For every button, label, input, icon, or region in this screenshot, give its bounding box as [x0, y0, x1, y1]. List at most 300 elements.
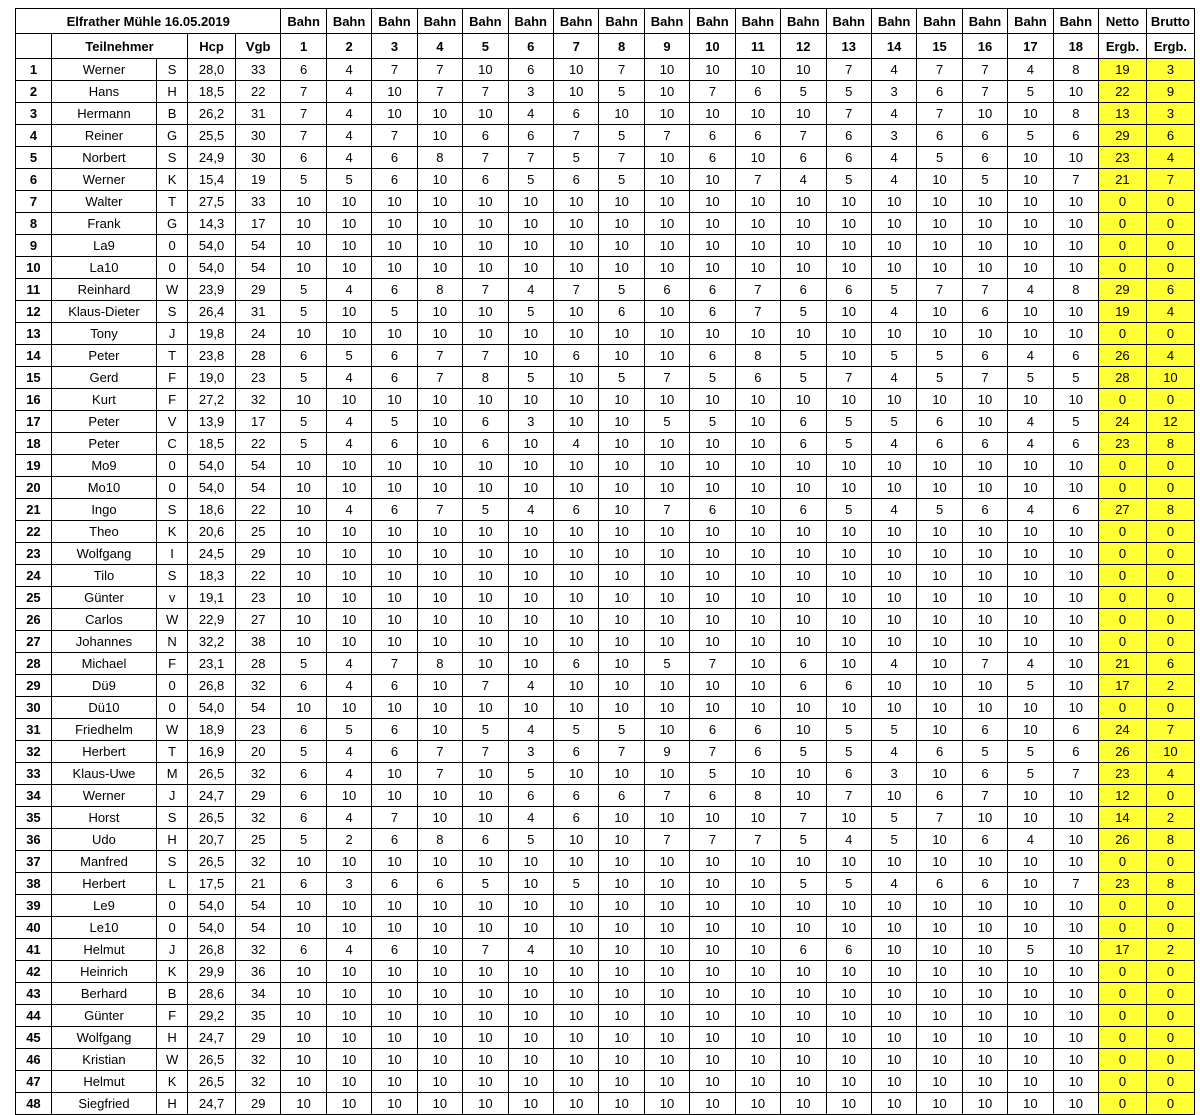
brutto-result: 4 — [1146, 301, 1194, 323]
bahn-score: 10 — [463, 1005, 508, 1027]
bahn-score: 10 — [826, 961, 871, 983]
hcp-value: 23,1 — [188, 653, 236, 675]
bahn-score: 10 — [372, 763, 417, 785]
bahn-score: 10 — [735, 763, 780, 785]
hcp-value: 54,0 — [188, 895, 236, 917]
bahn-score: 5 — [962, 741, 1007, 763]
netto-result: 14 — [1099, 807, 1147, 829]
bahn-score: 10 — [417, 235, 462, 257]
row-number: 47 — [16, 1071, 52, 1093]
table-row — [16, 851, 1195, 873]
bahn-score: 10 — [1053, 389, 1098, 411]
bahn-score: 10 — [553, 257, 598, 279]
vgb-value: 54 — [235, 235, 280, 257]
hcp-value: 18,6 — [188, 499, 236, 521]
netto-result: 0 — [1099, 1027, 1147, 1049]
bahn-score: 6 — [690, 499, 735, 521]
bahn-score: 6 — [781, 939, 826, 961]
bahn-score: 10 — [1053, 301, 1098, 323]
participant-initial: F — [157, 367, 188, 389]
bahn-score: 10 — [599, 851, 644, 873]
bahn-score: 7 — [735, 279, 780, 301]
bahn-score: 5 — [781, 301, 826, 323]
bahn-score: 6 — [917, 785, 962, 807]
bahn-score: 5 — [281, 169, 326, 191]
bahn-score: 5 — [372, 301, 417, 323]
bahn-score: 10 — [735, 1005, 780, 1027]
hcp-value: 24,5 — [188, 543, 236, 565]
bahn-score: 5 — [599, 81, 644, 103]
bahn-score: 8 — [417, 279, 462, 301]
hcp-value: 54,0 — [188, 257, 236, 279]
bahn-score: 10 — [690, 807, 735, 829]
hcp-value: 26,2 — [188, 103, 236, 125]
bahn-score: 10 — [690, 1071, 735, 1093]
table-row — [16, 389, 1195, 411]
bahn-score: 5 — [781, 873, 826, 895]
bahn-score: 10 — [326, 301, 371, 323]
bahn-score: 10 — [644, 873, 689, 895]
bahn-score: 10 — [962, 257, 1007, 279]
bahn-score: 10 — [326, 521, 371, 543]
table-row — [16, 917, 1195, 939]
bahn-score: 10 — [917, 213, 962, 235]
bahn-score: 10 — [417, 785, 462, 807]
brutto-result: 8 — [1146, 873, 1194, 895]
table-row — [16, 565, 1195, 587]
bahn-header: Bahn — [1053, 9, 1098, 34]
bahn-score: 3 — [326, 873, 371, 895]
bahn-score: 6 — [1053, 125, 1098, 147]
brutto-result: 0 — [1146, 1071, 1194, 1093]
bahn-score: 10 — [1008, 1005, 1053, 1027]
bahn-score: 10 — [281, 455, 326, 477]
bahn-score: 10 — [735, 565, 780, 587]
bahn-score: 10 — [1053, 323, 1098, 345]
participant-initial: 0 — [157, 917, 188, 939]
bahn-score: 10 — [417, 719, 462, 741]
bahn-score: 10 — [871, 1093, 916, 1115]
bahn-score: 10 — [962, 543, 1007, 565]
bahn-score: 10 — [644, 763, 689, 785]
bahn-score: 10 — [644, 1071, 689, 1093]
bahn-score: 10 — [735, 147, 780, 169]
bahn-score: 6 — [690, 125, 735, 147]
participant-name: Tilo — [51, 565, 156, 587]
bahn-score: 10 — [417, 609, 462, 631]
bahn-score: 10 — [962, 609, 1007, 631]
participant-initial: 0 — [157, 235, 188, 257]
netto-result: 0 — [1099, 521, 1147, 543]
bahn-score: 10 — [553, 455, 598, 477]
brutto-result: 6 — [1146, 653, 1194, 675]
bahn-score: 10 — [962, 807, 1007, 829]
bahn-score: 10 — [917, 235, 962, 257]
brutto-header: Brutto — [1146, 9, 1194, 34]
vgb-value: 32 — [235, 763, 280, 785]
bahn-score: 10 — [1053, 653, 1098, 675]
row-number: 42 — [16, 961, 52, 983]
bahn-score: 6 — [553, 169, 598, 191]
row-number: 43 — [16, 983, 52, 1005]
brutto-result: 0 — [1146, 785, 1194, 807]
bahn-score: 4 — [871, 499, 916, 521]
participant-name: Peter — [51, 411, 156, 433]
bahn-score: 10 — [871, 257, 916, 279]
participant-name: Kurt — [51, 389, 156, 411]
bahn-score: 10 — [553, 763, 598, 785]
bahn-score: 10 — [372, 983, 417, 1005]
bahn-score: 10 — [1053, 631, 1098, 653]
bahn-score: 10 — [463, 653, 508, 675]
table-row — [16, 521, 1195, 543]
bahn-header: Bahn — [281, 9, 326, 34]
bahn-score: 10 — [553, 851, 598, 873]
brutto-result: 0 — [1146, 323, 1194, 345]
vgb-value: 23 — [235, 587, 280, 609]
brutto-result: 2 — [1146, 675, 1194, 697]
participant-initial: H — [157, 81, 188, 103]
participant-initial: T — [157, 741, 188, 763]
bahn-score: 6 — [735, 125, 780, 147]
bahn-score: 5 — [690, 763, 735, 785]
bahn-score: 10 — [463, 213, 508, 235]
bahn-score: 7 — [962, 653, 1007, 675]
bahn-score: 10 — [1053, 521, 1098, 543]
bahn-score: 10 — [372, 587, 417, 609]
bahn-score: 10 — [417, 1049, 462, 1071]
table-row — [16, 59, 1195, 81]
hcp-value: 22,9 — [188, 609, 236, 631]
bahn-score: 6 — [553, 653, 598, 675]
bahn-score: 10 — [1053, 961, 1098, 983]
bahn-score: 4 — [871, 653, 916, 675]
bahn-score: 10 — [644, 631, 689, 653]
participant-initial: F — [157, 389, 188, 411]
bahn-score: 10 — [735, 1049, 780, 1071]
vgb-value: 23 — [235, 719, 280, 741]
bahn-score: 5 — [826, 81, 871, 103]
bahn-score: 10 — [508, 917, 553, 939]
bahn-score: 10 — [962, 521, 1007, 543]
bahn-score: 10 — [281, 477, 326, 499]
participant-initial: v — [157, 587, 188, 609]
participant-name: Tony — [51, 323, 156, 345]
bahn-score: 10 — [871, 455, 916, 477]
bahn-score: 10 — [463, 587, 508, 609]
row-number: 32 — [16, 741, 52, 763]
bahn-score: 10 — [690, 697, 735, 719]
netto-result: 28 — [1099, 367, 1147, 389]
hcp-value: 26,5 — [188, 1071, 236, 1093]
bahn-score: 10 — [1053, 235, 1098, 257]
netto-result: 17 — [1099, 939, 1147, 961]
hcp-value: 17,5 — [188, 873, 236, 895]
bahn-score: 6 — [372, 675, 417, 697]
bahn-score: 10 — [553, 477, 598, 499]
bahn-score: 5 — [281, 829, 326, 851]
participant-initial: W — [157, 719, 188, 741]
bahn-score: 6 — [962, 873, 1007, 895]
participant-initial: J — [157, 785, 188, 807]
bahn-score: 10 — [826, 257, 871, 279]
bahn-score: 10 — [871, 983, 916, 1005]
row-number: 22 — [16, 521, 52, 543]
bahn-score: 7 — [644, 499, 689, 521]
bahn-header: Bahn — [690, 9, 735, 34]
bahn-score: 10 — [962, 939, 1007, 961]
bahn-score: 6 — [281, 939, 326, 961]
bahn-header: Bahn — [644, 9, 689, 34]
bahn-score: 10 — [372, 1049, 417, 1071]
bahn-score: 10 — [781, 895, 826, 917]
bahn-score: 10 — [690, 609, 735, 631]
bahn-score: 10 — [917, 763, 962, 785]
bahn-score: 4 — [326, 411, 371, 433]
score-table — [15, 8, 1195, 1115]
bahn-score: 6 — [781, 279, 826, 301]
bahn-score: 5 — [871, 807, 916, 829]
bahn-score: 7 — [826, 785, 871, 807]
bahn-score: 10 — [417, 1027, 462, 1049]
vgb-value: 22 — [235, 433, 280, 455]
bahn-score: 10 — [281, 565, 326, 587]
bahn-score: 4 — [326, 147, 371, 169]
bahn-score: 10 — [417, 411, 462, 433]
table-row — [16, 697, 1195, 719]
bahn-score: 6 — [281, 59, 326, 81]
bahn-score: 5 — [281, 301, 326, 323]
bahn-score: 10 — [871, 697, 916, 719]
hcp-value: 26,4 — [188, 301, 236, 323]
bahn-score: 10 — [553, 1005, 598, 1027]
netto-result: 0 — [1099, 213, 1147, 235]
bahn-score: 10 — [281, 895, 326, 917]
bahn-score: 10 — [826, 543, 871, 565]
netto-result: 0 — [1099, 851, 1147, 873]
bahn-score: 6 — [962, 433, 1007, 455]
participant-name: Hans — [51, 81, 156, 103]
bahn-score: 10 — [1008, 873, 1053, 895]
brutto-result: 0 — [1146, 389, 1194, 411]
bahn-score: 10 — [417, 257, 462, 279]
bahn-score: 7 — [599, 59, 644, 81]
bahn-score: 10 — [326, 1071, 371, 1093]
bahn-score: 10 — [1008, 477, 1053, 499]
participant-initial: B — [157, 103, 188, 125]
hcp-value: 54,0 — [188, 477, 236, 499]
netto-result: 26 — [1099, 829, 1147, 851]
bahn-score: 6 — [1053, 719, 1098, 741]
bahn-score: 10 — [690, 543, 735, 565]
bahn-score: 5 — [508, 367, 553, 389]
bahn-score: 10 — [1008, 851, 1053, 873]
bahn-score: 10 — [644, 1027, 689, 1049]
bahn-score: 10 — [326, 895, 371, 917]
bahn-score: 10 — [781, 543, 826, 565]
vgb-value: 30 — [235, 147, 280, 169]
bahn-score: 6 — [690, 301, 735, 323]
bahn-score: 10 — [417, 169, 462, 191]
bahn-score: 5 — [281, 741, 326, 763]
bahn-score: 4 — [1008, 59, 1053, 81]
participant-name: Klaus-Dieter — [51, 301, 156, 323]
bahn-score: 10 — [599, 323, 644, 345]
bahn-score: 10 — [1053, 697, 1098, 719]
bahn-score: 4 — [326, 763, 371, 785]
bahn-score: 10 — [871, 543, 916, 565]
bahn-score: 5 — [826, 499, 871, 521]
bahn-score: 10 — [1008, 1093, 1053, 1115]
bahn-score: 10 — [281, 1027, 326, 1049]
bahn-score: 7 — [962, 59, 1007, 81]
bahn-score: 7 — [962, 785, 1007, 807]
bahn-score: 10 — [1008, 719, 1053, 741]
bahn-score: 5 — [326, 169, 371, 191]
bahn-score: 4 — [326, 433, 371, 455]
bahn-score: 10 — [690, 1093, 735, 1115]
bahn-score: 10 — [372, 917, 417, 939]
bahn-score: 10 — [1053, 477, 1098, 499]
bahn-score: 10 — [281, 257, 326, 279]
bahn-score: 6 — [826, 939, 871, 961]
bahn-score: 10 — [326, 543, 371, 565]
row-number: 1 — [16, 59, 52, 81]
bahn-score: 7 — [690, 653, 735, 675]
participant-name: Theo — [51, 521, 156, 543]
vgb-value: 29 — [235, 1027, 280, 1049]
participant-initial: 0 — [157, 697, 188, 719]
hcp-value: 25,5 — [188, 125, 236, 147]
bahn-score: 10 — [735, 939, 780, 961]
bahn-score: 10 — [917, 719, 962, 741]
netto-result: 0 — [1099, 257, 1147, 279]
bahn-score: 10 — [644, 257, 689, 279]
bahn-score: 10 — [1053, 939, 1098, 961]
bahn-score: 10 — [962, 1071, 1007, 1093]
bahn-score: 5 — [690, 411, 735, 433]
bahn-score: 6 — [735, 367, 780, 389]
table-row — [16, 345, 1195, 367]
bahn-score: 10 — [962, 895, 1007, 917]
netto-result: 0 — [1099, 609, 1147, 631]
participant-initial: S — [157, 565, 188, 587]
bahn-score: 4 — [1008, 499, 1053, 521]
participant-initial: I — [157, 543, 188, 565]
bahn-score: 10 — [826, 631, 871, 653]
bahn-score: 10 — [417, 103, 462, 125]
bahn-score: 10 — [1008, 191, 1053, 213]
bahn-score: 5 — [372, 411, 417, 433]
bahn-score: 10 — [281, 213, 326, 235]
bahn-score: 10 — [917, 169, 962, 191]
bahn-score: 10 — [962, 587, 1007, 609]
bahn-score: 10 — [372, 697, 417, 719]
hcp-value: 27,2 — [188, 389, 236, 411]
bahn-score: 10 — [735, 477, 780, 499]
bahn-score: 4 — [871, 59, 916, 81]
bahn-score: 10 — [917, 301, 962, 323]
bahn-score: 7 — [417, 81, 462, 103]
bahn-score: 5 — [463, 719, 508, 741]
participant-name: Reinhard — [51, 279, 156, 301]
bahn-score: 10 — [326, 697, 371, 719]
bahn-number-header: 18 — [1053, 34, 1098, 59]
netto-result: 0 — [1099, 1005, 1147, 1027]
vgb-value: 54 — [235, 455, 280, 477]
bahn-score: 10 — [553, 543, 598, 565]
bahn-score: 10 — [826, 1005, 871, 1027]
bahn-score: 6 — [508, 125, 553, 147]
bahn-score: 10 — [372, 455, 417, 477]
bahn-score: 10 — [463, 455, 508, 477]
bahn-score: 10 — [781, 257, 826, 279]
row-number: 5 — [16, 147, 52, 169]
vgb-value: 29 — [235, 785, 280, 807]
bahn-score: 10 — [508, 961, 553, 983]
bahn-score: 10 — [372, 543, 417, 565]
table-row — [16, 455, 1195, 477]
bahn-score: 10 — [281, 631, 326, 653]
brutto-result: 9 — [1146, 81, 1194, 103]
bahn-score: 10 — [326, 1093, 371, 1115]
bahn-score: 10 — [871, 587, 916, 609]
bahn-score: 10 — [690, 213, 735, 235]
hcp-value: 18,9 — [188, 719, 236, 741]
hcp-value: 28,6 — [188, 983, 236, 1005]
bahn-score: 5 — [871, 279, 916, 301]
hcp-value: 24,7 — [188, 785, 236, 807]
bahn-score: 10 — [917, 521, 962, 543]
participant-name: Norbert — [51, 147, 156, 169]
bahn-score: 4 — [326, 103, 371, 125]
bahn-score: 4 — [871, 741, 916, 763]
vgb-value: 32 — [235, 675, 280, 697]
participant-initial: W — [157, 279, 188, 301]
teilnehmer-header: Teilnehmer — [51, 34, 187, 59]
bahn-score: 10 — [463, 1027, 508, 1049]
row-number: 13 — [16, 323, 52, 345]
participant-name: Werner — [51, 785, 156, 807]
bahn-score: 5 — [553, 873, 598, 895]
bahn-score: 10 — [1053, 807, 1098, 829]
bahn-score: 7 — [463, 675, 508, 697]
hcp-value: 54,0 — [188, 455, 236, 477]
participant-name: Günter — [51, 587, 156, 609]
bahn-score: 10 — [1008, 587, 1053, 609]
bahn-score: 10 — [962, 1005, 1007, 1027]
bahn-score: 6 — [917, 433, 962, 455]
bahn-number-header: 9 — [644, 34, 689, 59]
bahn-score: 6 — [962, 125, 1007, 147]
bahn-score: 10 — [735, 1027, 780, 1049]
bahn-score: 10 — [781, 323, 826, 345]
netto-result: 0 — [1099, 565, 1147, 587]
bahn-score: 10 — [826, 807, 871, 829]
bahn-score: 10 — [372, 477, 417, 499]
bahn-score: 10 — [690, 631, 735, 653]
vgb-value: 32 — [235, 851, 280, 873]
netto-result: 23 — [1099, 763, 1147, 785]
bahn-score: 10 — [281, 587, 326, 609]
bahn-score: 10 — [417, 983, 462, 1005]
bahn-score: 10 — [781, 917, 826, 939]
bahn-score: 10 — [871, 1027, 916, 1049]
bahn-score: 6 — [372, 829, 417, 851]
bahn-score: 10 — [1008, 103, 1053, 125]
bahn-score: 10 — [917, 543, 962, 565]
row-number: 45 — [16, 1027, 52, 1049]
